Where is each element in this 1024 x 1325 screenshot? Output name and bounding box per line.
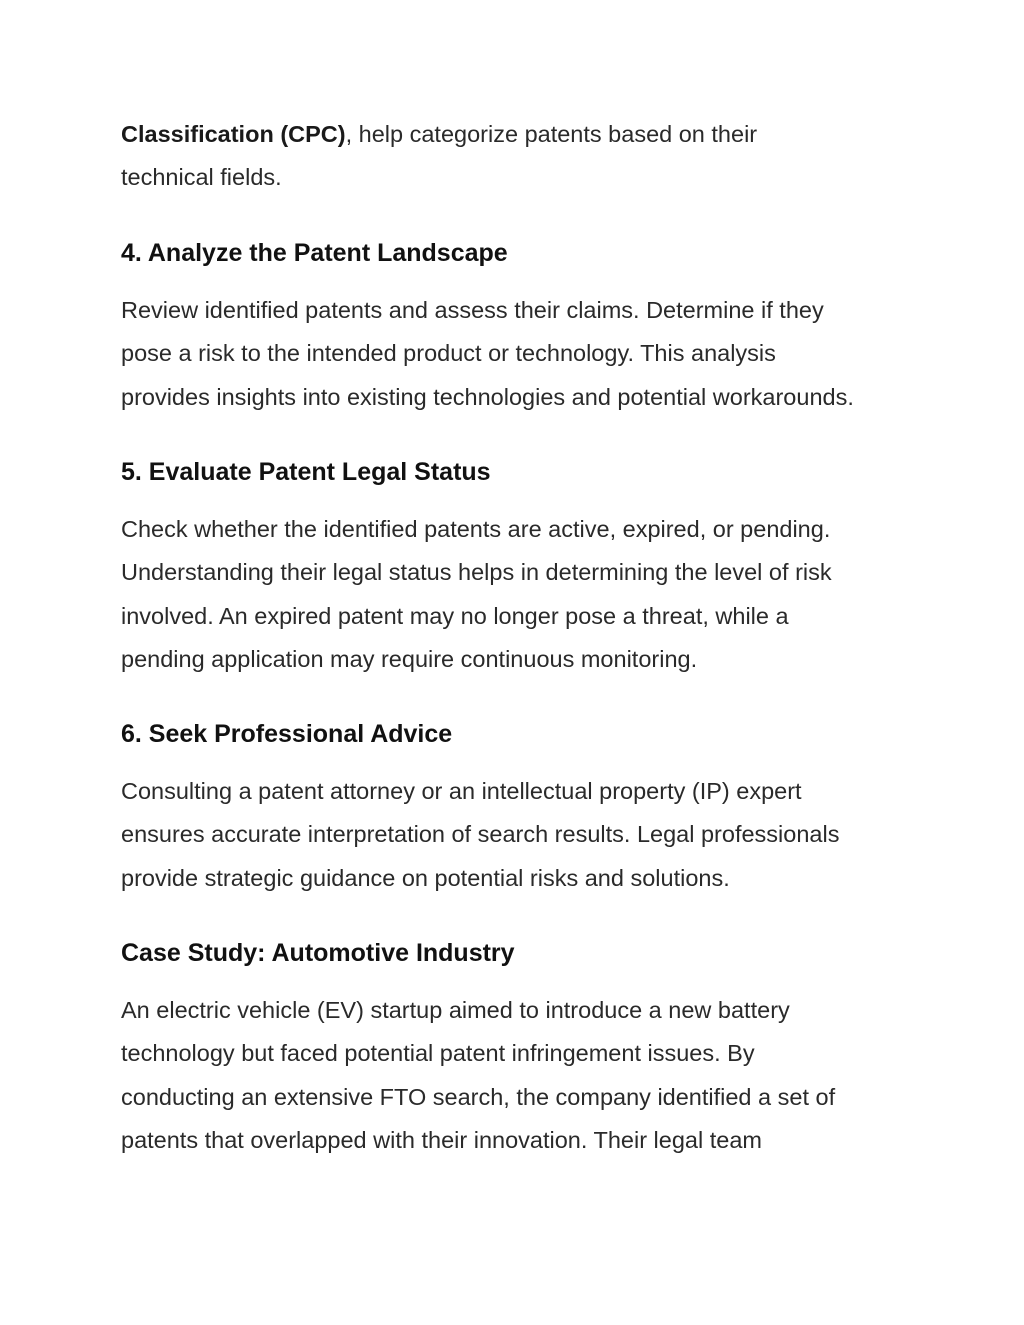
intro-text: , help categorize patents based on their technical fields. [121, 121, 758, 191]
section-body-analyze-landscape: Review identified patents and assess their claims. Determine if they pose a risk to the intended product or technology. This analysis provides insights into existing technologies and potential workarounds. [121, 297, 854, 410]
section-heading-professional-advice: 6. Seek Professional Advice [121, 720, 453, 748]
section-heading-analyze-landscape: 4. Analyze the Patent Landscape [121, 239, 508, 267]
section-heading-legal-status: 5. Evaluate Patent Legal Status [121, 458, 491, 486]
section-heading-case-study: Case Study: Automotive Industry [121, 939, 515, 967]
intro-bold-term: Classification (CPC) [121, 121, 346, 147]
section-body-legal-status: Check whether the identified patents are active, expired, or pending. Understanding their legal status helps in determining the level of risk involved. An expired patent may no longer pose a threat, while a pending application may require continuous monitoring. [121, 516, 832, 672]
intro-paragraph [121, 113, 921, 200]
section-body-case-study: An electric vehicle (EV) startup aimed to introduce a new battery technology but faced potential patent infringement issues. By conducting an extensive FTO search, the company identified a set of patents that overlapped with their innovation. Their legal team [121, 997, 836, 1153]
section-body-professional-advice: Consulting a patent attorney or an intellectual property (IP) expert ensures accurate interpretation of search results. Legal professionals provide strategic guidance on potential risks and solutions. [121, 778, 840, 891]
